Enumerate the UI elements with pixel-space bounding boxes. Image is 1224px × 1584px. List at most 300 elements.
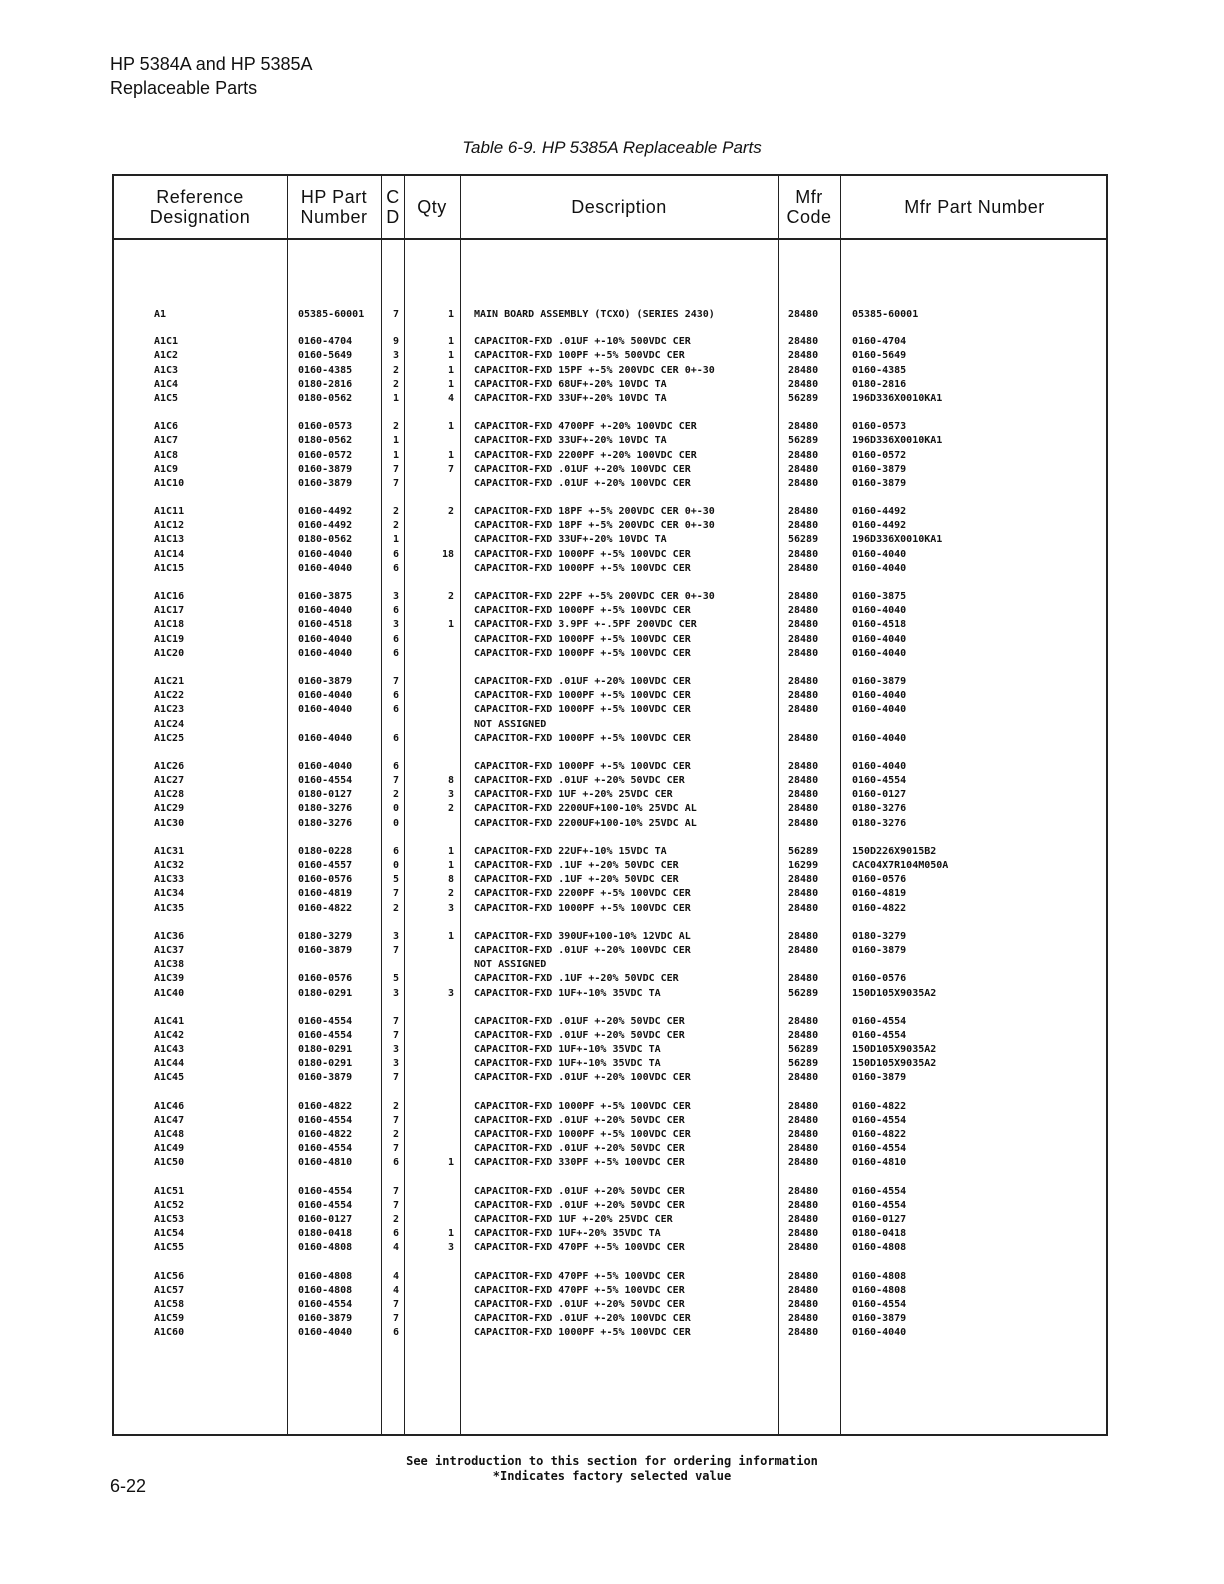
mfr-code: 56289	[788, 392, 819, 404]
hp-part-number: 0160-4808	[298, 1270, 353, 1282]
reference-designation: A1	[154, 309, 167, 320]
quantity: 1	[447, 619, 454, 631]
description: CAPACITOR-FXD 1000PF +-5% 100VDC CER	[474, 732, 691, 744]
description: CAPACITOR-FXD 1000PF +-5% 100VDC CER	[474, 704, 691, 716]
mfr-code: 28480	[788, 1213, 819, 1225]
reference-designation: A1C45	[154, 1072, 185, 1084]
description: CAPACITOR-FXD 1UF+-10% 35VDC TA	[474, 1044, 661, 1056]
description: CAPACITOR-FXD 470PF +-5% 100VDC CER	[474, 1242, 685, 1254]
hp-part-number: 0160-4554	[298, 1114, 353, 1126]
reference-designation: A1C12	[154, 520, 185, 532]
mfr-code: 28480	[788, 506, 819, 518]
table-row	[114, 519, 1110, 533]
mfr-code: 28480	[788, 1100, 819, 1112]
check-digit: 7	[392, 1199, 400, 1211]
mfr-code: 28480	[788, 520, 819, 532]
reference-designation: A1C24	[154, 718, 185, 730]
quantity: 1	[447, 336, 454, 348]
description: CAPACITOR-FXD 3.9PF +-.5PF 200VDC CER	[474, 619, 697, 631]
quantity: 1	[447, 449, 454, 461]
mfr-code: 28480	[788, 336, 819, 348]
mfr-code: 28480	[788, 647, 819, 659]
quantity: 1	[447, 1228, 454, 1240]
hp-part-number: 0160-4704	[298, 336, 353, 348]
check-digit: 7	[392, 477, 400, 489]
table-row	[114, 1199, 1110, 1213]
check-digit: 6	[392, 605, 400, 617]
mfr-part-number: 0160-0127	[852, 1213, 907, 1225]
description: CAPACITOR-FXD 2200PF +-20% 100VDC CER	[474, 449, 697, 461]
mfr-part-number: 0160-4040	[852, 605, 907, 617]
mfr-code: 28480	[788, 1015, 819, 1027]
mfr-code: 28480	[788, 1185, 819, 1197]
mfr-part-number: 0160-4554	[852, 775, 907, 787]
check-digit: 2	[392, 506, 400, 518]
mfr-code: 56289	[788, 435, 819, 447]
description: CAPACITOR-FXD 390UF+100-10% 12VDC AL	[474, 930, 691, 942]
table-row	[114, 633, 1110, 647]
quantity: 2	[447, 803, 454, 815]
column-header-qty: Qty	[417, 197, 447, 217]
mfr-code: 28480	[788, 704, 819, 716]
reference-designation: A1C47	[154, 1114, 185, 1126]
mfr-code: 28480	[788, 874, 819, 886]
footer-notes	[0, 1454, 1224, 1484]
hp-part-number: 0160-0576	[298, 874, 353, 886]
check-digit: 3	[392, 591, 400, 602]
reference-designation: A1C53	[154, 1213, 185, 1225]
hp-part-number: 0160-4492	[298, 506, 353, 518]
table-row	[114, 449, 1110, 463]
mfr-code: 28480	[788, 930, 819, 942]
reference-designation: A1C5	[154, 392, 179, 404]
reference-designation: A1C11	[154, 506, 185, 518]
hp-part-number: 0180-0418	[298, 1228, 353, 1240]
mfr-code: 56289	[788, 845, 819, 857]
reference-designation: A1C60	[154, 1327, 185, 1339]
description: CAPACITOR-FXD 33UF+-20% 10VDC TA	[474, 435, 667, 447]
mfr-code: 28480	[788, 1313, 819, 1325]
table-row	[114, 604, 1110, 618]
check-digit: 7	[392, 309, 400, 320]
table-title: Table 6-9. HP 5385A Replaceable Parts	[462, 138, 762, 157]
mfr-part-number: 0160-4554	[852, 1298, 907, 1310]
description: CAPACITOR-FXD .01UF +-10% 500VDC CER	[474, 336, 691, 348]
table-row	[114, 1114, 1110, 1128]
table-row	[114, 1185, 1110, 1199]
description: CAPACITOR-FXD .1UF +-20% 50VDC CER	[474, 874, 679, 886]
description: CAPACITOR-FXD 1000PF +-5% 100VDC CER	[474, 548, 691, 560]
mfr-code: 28480	[788, 591, 819, 602]
description: CAPACITOR-FXD 1UF+-10% 35VDC TA	[474, 1058, 661, 1070]
mfr-part-number: 0160-4040	[852, 704, 907, 716]
table-row	[114, 647, 1110, 661]
check-digit: 7	[392, 888, 400, 900]
check-digit: 2	[392, 421, 400, 433]
check-digit: 6	[392, 1228, 400, 1240]
mfr-code: 28480	[788, 732, 819, 744]
mfr-code: 28480	[788, 902, 819, 914]
mfr-part-number: 0160-0127	[852, 789, 907, 801]
mfr-part-number: 0160-3879	[852, 477, 907, 489]
mfr-code: 28480	[788, 605, 819, 617]
mfr-part-number: 0160-4819	[852, 888, 907, 900]
description: CAPACITOR-FXD 1000PF +-5% 100VDC CER	[474, 647, 691, 659]
reference-designation: A1C44	[154, 1058, 185, 1070]
mfr-code: 28480	[788, 1284, 819, 1296]
row-group	[114, 1185, 1110, 1256]
description: CAPACITOR-FXD 2200UF+100-10% 25VDC AL	[474, 817, 697, 829]
reference-designation: A1C25	[154, 732, 185, 744]
mfr-part-number: 0160-4554	[852, 1029, 907, 1041]
table-row	[114, 505, 1110, 519]
mfr-part-number: 0160-4385	[852, 364, 907, 376]
hp-part-number: 0180-3276	[298, 817, 353, 829]
mfr-part-number: 0160-4040	[852, 548, 907, 560]
hp-part-number: 0180-0562	[298, 534, 353, 546]
row-group	[114, 590, 1110, 661]
hp-part-number: 0180-0291	[298, 987, 353, 999]
hp-part-number: 0160-4040	[298, 732, 353, 744]
description: CAPACITOR-FXD 4700PF +-20% 100VDC CER	[474, 421, 697, 433]
description: CAPACITOR-FXD .01UF +-20% 50VDC CER	[474, 775, 685, 787]
quantity: 1	[447, 930, 454, 942]
check-digit: 0	[392, 803, 400, 815]
check-digit: 1	[392, 435, 400, 447]
hp-part-number: 0160-0573	[298, 421, 353, 433]
description: CAPACITOR-FXD 1000PF +-5% 100VDC CER	[474, 605, 691, 617]
mfr-part-number: 196D336X0010KA1	[852, 534, 943, 546]
check-digit: 0	[392, 860, 400, 871]
reference-designation: A1C19	[154, 633, 185, 645]
column-header-hp-part: HP Part Number	[300, 187, 368, 227]
check-digit: 3	[392, 350, 400, 362]
mfr-part-number: CAC04X7R104M050A	[852, 860, 949, 871]
column-header-description: Description	[571, 197, 667, 217]
mfr-part-number: 0160-4822	[852, 1100, 907, 1112]
mfr-part-number: 0180-2816	[852, 378, 907, 390]
reference-designation: A1C21	[154, 675, 185, 687]
hp-part-number: 0160-4554	[298, 1298, 353, 1310]
mfr-part-number: 150D105X9035A2	[852, 987, 937, 999]
description: CAPACITOR-FXD 1UF +-20% 25VDC CER	[474, 1213, 673, 1225]
hp-part-number: 0160-4554	[298, 1029, 353, 1041]
description: CAPACITOR-FXD 15PF +-5% 200VDC CER 0+-30	[474, 364, 715, 376]
description: CAPACITOR-FXD 100PF +-5% 500VDC CER	[474, 350, 685, 362]
mfr-part-number: 0160-4822	[852, 902, 907, 914]
hp-part-number: 0160-4040	[298, 704, 353, 716]
quantity: 3	[447, 1242, 454, 1254]
mfr-part-number: 0160-3879	[852, 1313, 907, 1325]
check-digit: 6	[392, 704, 400, 716]
hp-part-number: 0160-0572	[298, 449, 353, 461]
mfr-part-number: 0160-3875	[852, 591, 907, 602]
mfr-code: 56289	[788, 987, 819, 999]
parts-table	[112, 174, 1108, 1436]
mfr-code: 28480	[788, 421, 819, 433]
table-row	[114, 618, 1110, 632]
mfr-part-number: 0160-3879	[852, 944, 907, 956]
hp-part-number: 0160-4554	[298, 1015, 353, 1027]
table-row	[114, 887, 1110, 901]
description: NOT ASSIGNED	[474, 959, 547, 971]
reference-designation: A1C13	[154, 534, 185, 546]
description: CAPACITOR-FXD 1UF+-10% 35VDC TA	[474, 987, 661, 999]
check-digit: 2	[392, 1213, 400, 1225]
mfr-code: 28480	[788, 1143, 819, 1155]
check-digit: 5	[392, 973, 400, 985]
mfr-part-number: 0180-3276	[852, 803, 907, 815]
description: CAPACITOR-FXD .1UF +-20% 50VDC CER	[474, 973, 679, 985]
mfr-part-number: 0180-3279	[852, 930, 907, 942]
check-digit: 7	[392, 675, 400, 687]
column-header-mfr-part: Mfr Part Number	[904, 197, 1045, 217]
hp-part-number: 0160-4819	[298, 888, 353, 900]
check-digit: 5	[392, 874, 400, 886]
mfr-code: 28480	[788, 1228, 819, 1240]
check-digit: 7	[392, 1143, 400, 1155]
mfr-part-number: 0180-3276	[852, 817, 907, 829]
hp-part-number: 0160-4554	[298, 1185, 353, 1197]
mfr-code: 28480	[788, 675, 819, 687]
check-digit: 7	[392, 944, 400, 956]
description: CAPACITOR-FXD .01UF +-20% 50VDC CER	[474, 1015, 685, 1027]
check-digit: 6	[392, 1327, 400, 1339]
table-row	[114, 1298, 1110, 1312]
reference-designation: A1C17	[154, 605, 185, 617]
check-digit: 3	[392, 1044, 400, 1056]
table-row	[114, 1071, 1110, 1085]
mfr-code: 28480	[788, 1114, 819, 1126]
description: CAPACITOR-FXD .01UF +-20% 100VDC CER	[474, 675, 691, 687]
table-row	[114, 1142, 1110, 1156]
table-body	[114, 308, 1110, 1354]
reference-designation: A1C49	[154, 1143, 185, 1155]
reference-designation: A1C36	[154, 930, 185, 942]
description: CAPACITOR-FXD 1UF+-20% 35VDC TA	[474, 1228, 661, 1240]
page-header	[110, 52, 313, 100]
hp-part-number: 0160-3879	[298, 944, 353, 956]
description: CAPACITOR-FXD 22UF+-10% 15VDC TA	[474, 845, 667, 857]
reference-designation: A1C23	[154, 704, 185, 716]
mfr-part-number: 196D336X0010KA1	[852, 392, 943, 404]
reference-designation: A1C46	[154, 1100, 185, 1112]
row-group	[114, 760, 1110, 831]
description: CAPACITOR-FXD .01UF +-20% 50VDC CER	[474, 1298, 685, 1310]
table-row	[114, 392, 1110, 406]
reference-designation: A1C34	[154, 888, 185, 900]
hp-part-number: 0180-0127	[298, 789, 353, 801]
mfr-code: 28480	[788, 548, 819, 560]
reference-designation: A1C37	[154, 944, 185, 956]
hp-part-number: 0160-4554	[298, 775, 353, 787]
check-digit: 2	[392, 902, 400, 914]
mfr-part-number: 05385-60001	[852, 309, 919, 320]
check-digit: 3	[392, 987, 400, 999]
mfr-code: 28480	[788, 760, 819, 772]
quantity: 1	[447, 860, 454, 871]
mfr-part-number: 0160-0576	[852, 874, 907, 886]
reference-designation: A1C16	[154, 591, 185, 602]
reference-designation: A1C40	[154, 987, 185, 999]
mfr-part-number: 0160-4040	[852, 633, 907, 645]
header-title: HP 5384A and HP 5385A	[110, 54, 313, 74]
description: CAPACITOR-FXD .1UF +-20% 50VDC CER	[474, 860, 679, 871]
quantity: 1	[447, 364, 454, 376]
check-digit: 6	[392, 548, 400, 560]
hp-part-number: 0180-0228	[298, 845, 353, 857]
row-group	[114, 930, 1110, 1001]
row-group	[114, 845, 1110, 916]
table-row	[114, 689, 1110, 703]
reference-designation: A1C10	[154, 477, 185, 489]
reference-designation: A1C41	[154, 1015, 185, 1027]
table-row	[114, 364, 1110, 378]
hp-part-number: 0180-0562	[298, 435, 353, 447]
check-digit: 6	[392, 1157, 400, 1169]
hp-part-number: 0180-0291	[298, 1058, 353, 1070]
row-group	[114, 675, 1110, 746]
mfr-part-number: 0160-4822	[852, 1129, 907, 1140]
mfr-part-number: 196D336X0010KA1	[852, 435, 943, 447]
reference-designation: A1C14	[154, 548, 185, 560]
check-digit: 6	[392, 732, 400, 744]
check-digit: 4	[392, 1270, 400, 1282]
description: CAPACITOR-FXD .01UF +-20% 50VDC CER	[474, 1143, 685, 1155]
table-row	[114, 308, 1110, 322]
quantity: 1	[447, 309, 454, 320]
description: CAPACITOR-FXD .01UF +-20% 50VDC CER	[474, 1185, 685, 1197]
table-row	[114, 675, 1110, 689]
table-row	[114, 335, 1110, 349]
mfr-code: 28480	[788, 1029, 819, 1041]
description: CAPACITOR-FXD .01UF +-20% 50VDC CER	[474, 1199, 685, 1211]
mfr-part-number: 0160-4808	[852, 1284, 907, 1296]
description: CAPACITOR-FXD 1000PF +-5% 100VDC CER	[474, 902, 691, 914]
quantity: 1	[447, 378, 454, 390]
mfr-part-number: 0160-4040	[852, 760, 907, 772]
reference-designation: A1C1	[154, 336, 179, 348]
reference-designation: A1C6	[154, 421, 179, 433]
reference-designation: A1C54	[154, 1228, 185, 1240]
table-row	[114, 845, 1110, 859]
mfr-part-number: 0160-4040	[852, 732, 907, 744]
table-row	[114, 1241, 1110, 1255]
hp-part-number: 05385-60001	[298, 309, 365, 320]
table-row	[114, 434, 1110, 448]
mfr-code: 28480	[788, 619, 819, 631]
table-row	[114, 1213, 1110, 1227]
factory-selected-note: *Indicates factory selected value	[492, 1469, 732, 1483]
description: CAPACITOR-FXD .01UF +-20% 50VDC CER	[474, 1114, 685, 1126]
mfr-code: 28480	[788, 477, 819, 489]
quantity: 2	[447, 591, 454, 602]
description: CAPACITOR-FXD 68UF+-20% 10VDC TA	[474, 378, 667, 390]
mfr-part-number: 0160-4492	[852, 520, 907, 532]
description: CAPACITOR-FXD .01UF +-20% 100VDC CER	[474, 1313, 691, 1325]
reference-designation: A1C56	[154, 1270, 185, 1282]
check-digit: 6	[392, 690, 400, 702]
mfr-code: 28480	[788, 1270, 819, 1282]
quantity: 1	[447, 350, 454, 362]
hp-part-number: 0160-4040	[298, 760, 353, 772]
description: CAPACITOR-FXD 1000PF +-5% 100VDC CER	[474, 760, 691, 772]
mfr-part-number: 0160-4040	[852, 562, 907, 574]
mfr-code: 56289	[788, 534, 819, 546]
mfr-part-number: 0160-4554	[852, 1015, 907, 1027]
quantity: 7	[447, 463, 454, 475]
check-digit: 6	[392, 562, 400, 574]
reference-designation: A1C31	[154, 845, 185, 857]
mfr-part-number: 0160-3879	[852, 675, 907, 687]
reference-designation: A1C29	[154, 803, 185, 815]
check-digit: 0	[392, 817, 400, 829]
hp-part-number: 0160-4040	[298, 562, 353, 574]
mfr-part-number: 0160-4810	[852, 1157, 907, 1169]
header-divider	[114, 238, 1106, 240]
reference-designation: A1C59	[154, 1313, 185, 1325]
reference-designation: A1C58	[154, 1298, 185, 1310]
page-number: 6-22	[110, 1476, 147, 1496]
quantity: 1	[447, 1157, 454, 1169]
table-row	[114, 590, 1110, 604]
description: NOT ASSIGNED	[474, 718, 547, 730]
hp-part-number: 0160-3879	[298, 1072, 353, 1084]
reference-designation: A1C18	[154, 619, 185, 631]
mfr-code: 28480	[788, 1157, 819, 1169]
description: CAPACITOR-FXD 22PF +-5% 200VDC CER 0+-30	[474, 591, 715, 602]
mfr-part-number: 0160-3879	[852, 1072, 907, 1084]
check-digit: 4	[392, 1284, 400, 1296]
mfr-code: 28480	[788, 309, 819, 320]
reference-designation: A1C8	[154, 449, 179, 461]
table-row	[114, 859, 1110, 873]
mfr-part-number: 0160-4040	[852, 690, 907, 702]
hp-part-number: 0160-4554	[298, 1143, 353, 1155]
mfr-part-number: 0160-0572	[852, 449, 907, 461]
table-row	[114, 1128, 1110, 1142]
check-digit: 4	[392, 1242, 400, 1254]
mfr-code: 28480	[788, 944, 819, 956]
mfr-part-number: 0160-4554	[852, 1199, 907, 1211]
hp-part-number: 0180-0562	[298, 392, 353, 404]
mfr-part-number: 150D105X9035A2	[852, 1044, 937, 1056]
mfr-part-number: 0160-0573	[852, 421, 907, 433]
description: CAPACITOR-FXD 470PF +-5% 100VDC CER	[474, 1284, 685, 1296]
table-row	[114, 873, 1110, 887]
mfr-part-number: 0160-4040	[852, 647, 907, 659]
reference-designation: A1C42	[154, 1029, 185, 1041]
row-group	[114, 1100, 1110, 1171]
mfr-code: 28480	[788, 562, 819, 574]
reference-designation: A1C9	[154, 463, 179, 475]
mfr-code: 28480	[788, 449, 819, 461]
hp-part-number: 0160-4557	[298, 860, 353, 871]
mfr-part-number: 0160-4492	[852, 506, 907, 518]
hp-part-number: 0160-3875	[298, 591, 353, 602]
table-row	[114, 703, 1110, 717]
check-digit: 6	[392, 845, 400, 857]
description: CAPACITOR-FXD 1000PF +-5% 100VDC CER	[474, 1327, 691, 1339]
table-row	[114, 972, 1110, 986]
check-digit: 2	[392, 1129, 400, 1140]
quantity: 1	[447, 421, 454, 433]
table-row	[114, 987, 1110, 1001]
check-digit: 2	[392, 789, 400, 801]
reference-designation: A1C38	[154, 959, 185, 971]
mfr-part-number: 0160-4704	[852, 336, 907, 348]
reference-designation: A1C55	[154, 1242, 185, 1254]
